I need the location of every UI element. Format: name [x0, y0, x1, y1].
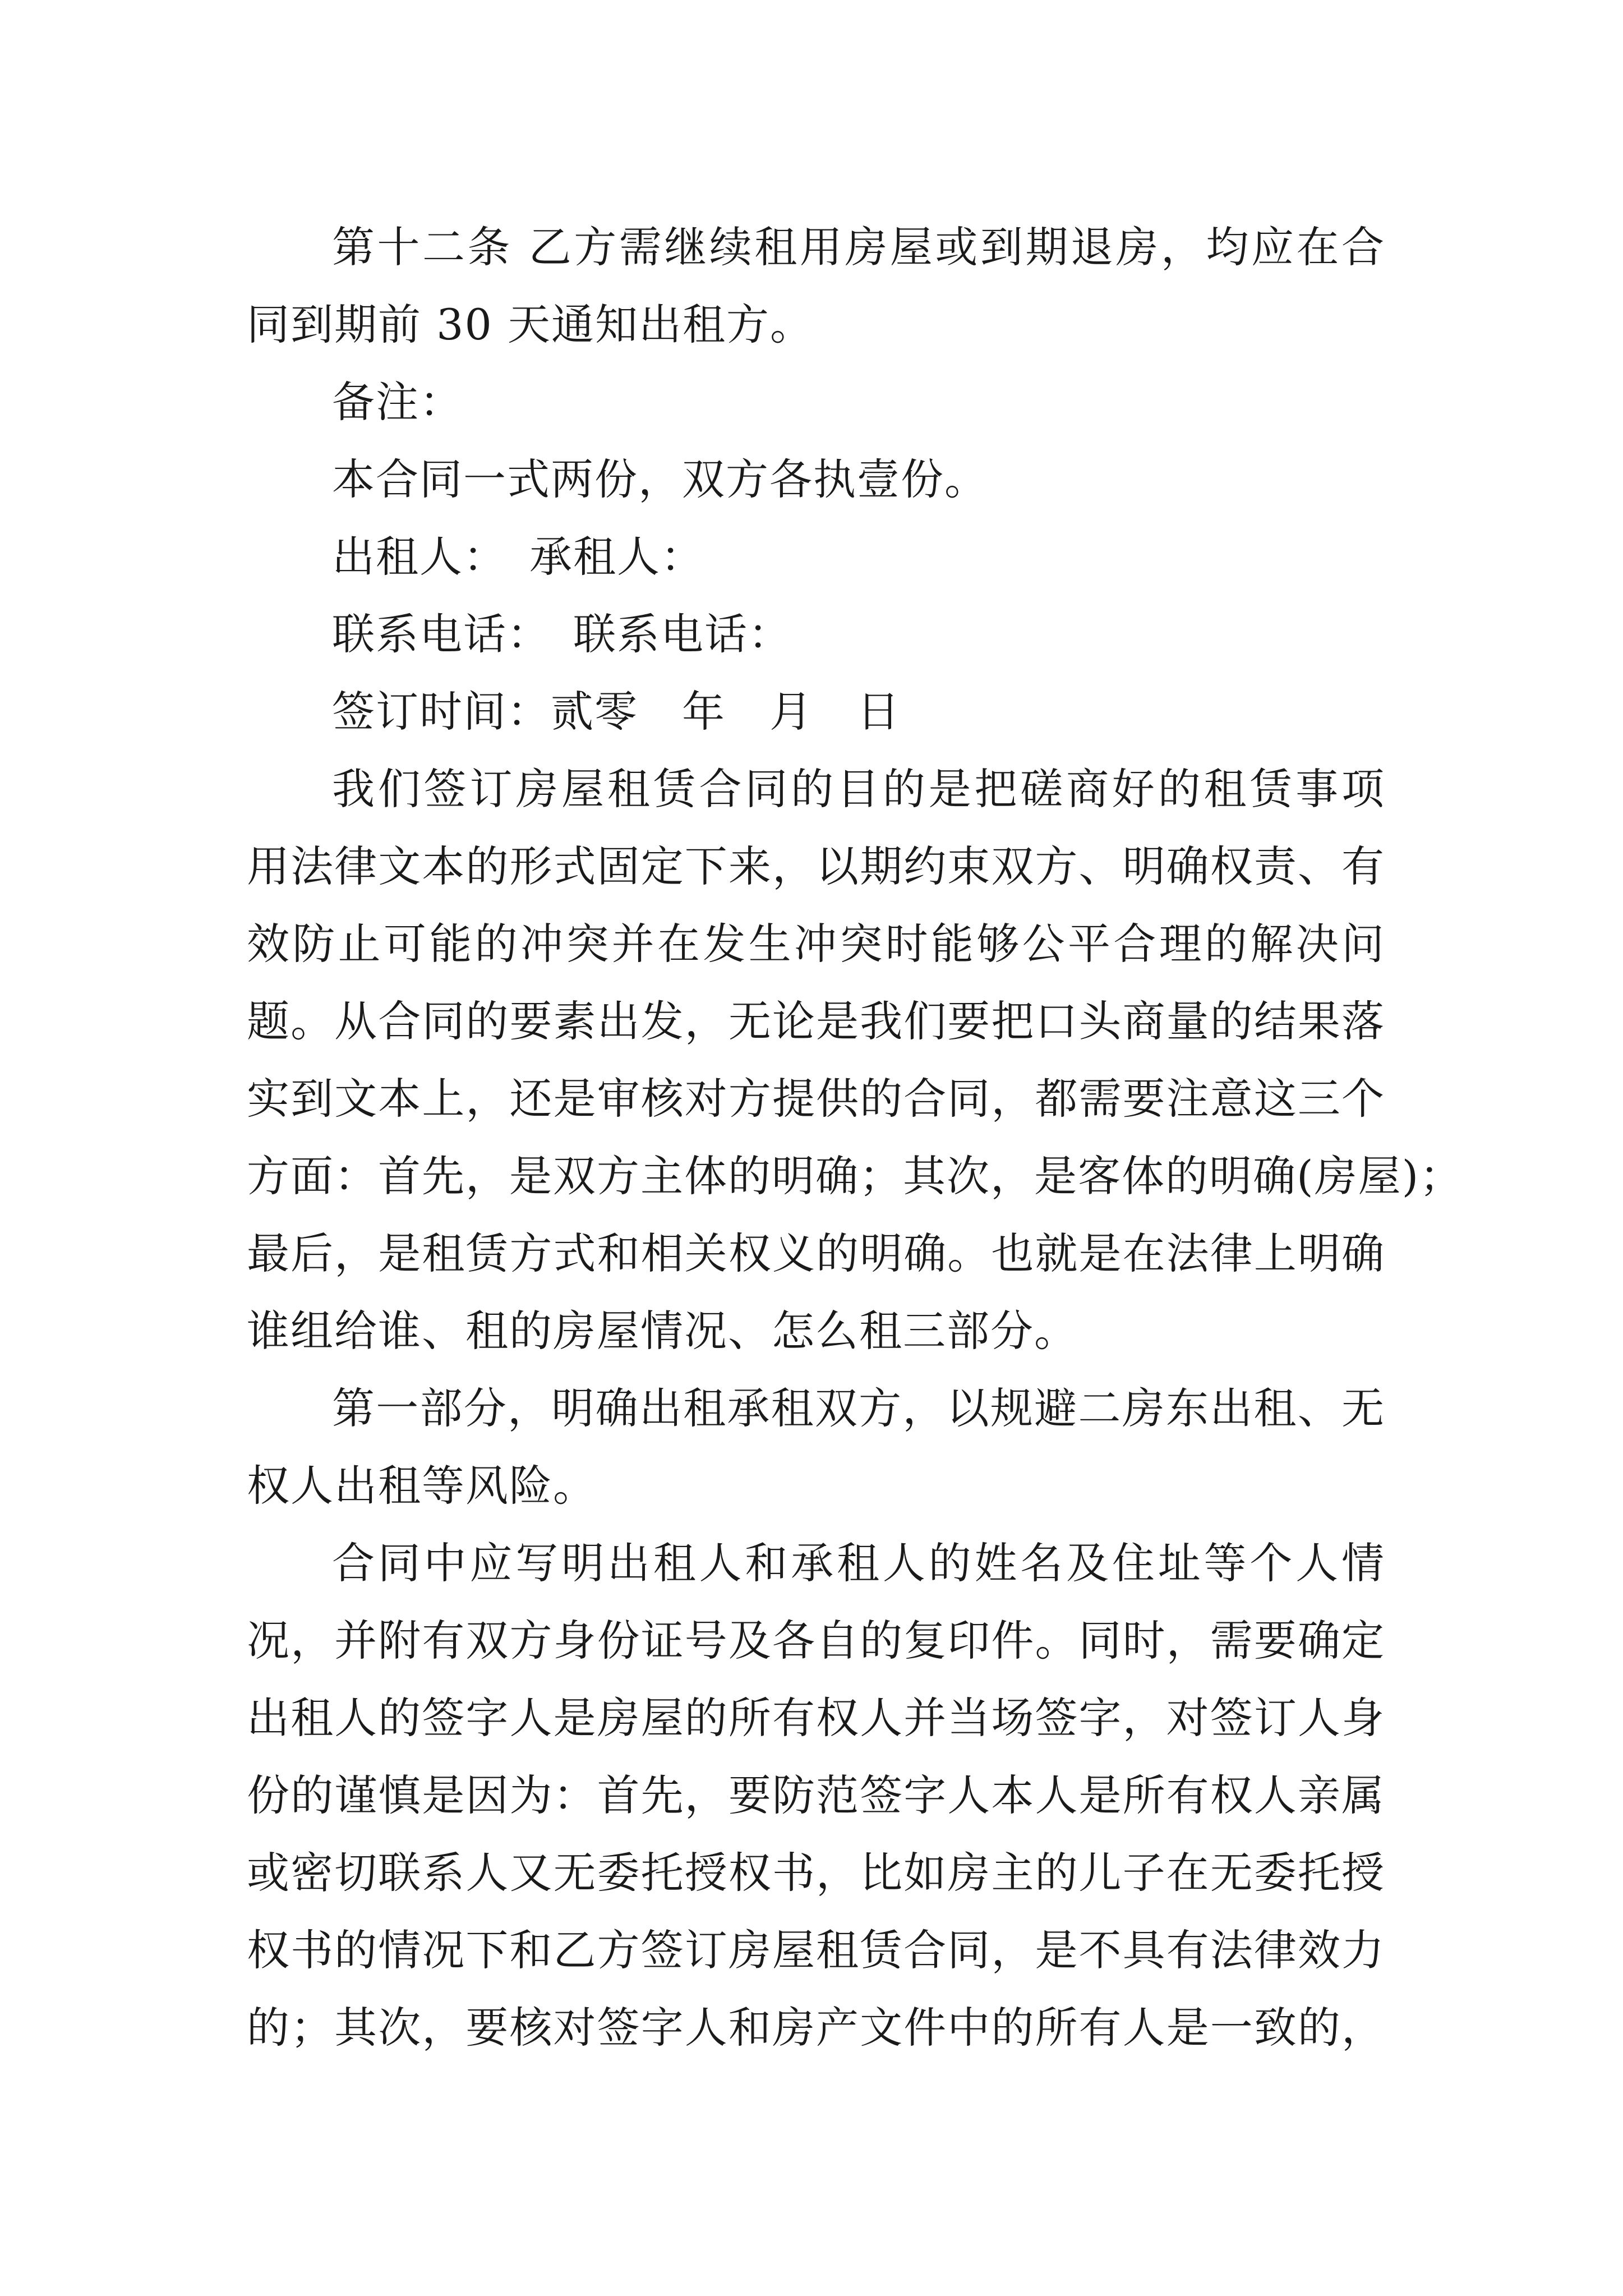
text-line: 本合同一式两份，双方各执壹份。 — [332, 454, 988, 504]
text-line: 的；其次，要核对签字人和房产文件中的所有人是一致的， — [247, 2003, 1385, 2053]
text-line: 谁组给谁、租的房屋情况、怎么租三部分。 — [247, 1306, 1078, 1356]
text-line: 备注： — [332, 377, 463, 427]
text-line: 题。从合同的要素出发，无论是我们要把口头商量的结果落 — [247, 996, 1385, 1046]
text-line: 最后，是租赁方式和相关权义的明确。也就是在法律上明确 — [247, 1228, 1385, 1278]
text-line: 方面：首先，是双方主体的明确；其次，是客体的明确(房屋)； — [247, 1151, 1464, 1201]
text-line: 第十二条 乙方需继续租用房屋或到期退房，均应在合 — [332, 222, 1385, 272]
document-body — [247, 209, 1464, 2067]
text-line: 用法律文本的形式固定下来，以期约束双方、明确权责、有 — [247, 841, 1385, 891]
text-line: 我们签订房屋租赁合同的目的是把磋商好的租赁事项 — [332, 764, 1385, 814]
text-line: 同到期前 30 天通知出租方。 — [247, 300, 814, 349]
text-line: 出租人的签字人是房屋的所有权人并当场签字，对签订人身 — [247, 1693, 1385, 1743]
text-line: 或密切联系人又无委托授权书，比如房主的儿子在无委托授 — [247, 1848, 1385, 1898]
text-line: 实到文本上，还是审核对方提供的合同，都需要注意这三个 — [247, 1074, 1385, 1124]
text-line: 联系电话： 联系电话： — [332, 609, 792, 659]
text-line: 效防止可能的冲突并在发生冲突时能够公平合理的解决问 — [247, 919, 1385, 969]
text-line: 第一部分，明确出租承租双方，以规避二房东出租、无 — [332, 1383, 1385, 1433]
text-line: 权书的情况下和乙方签订房屋租赁合同，是不具有法律效力 — [247, 1925, 1385, 1975]
text-line: 权人出租等风险。 — [247, 1461, 597, 1511]
text-line: 签订时间：贰零 年 月 日 — [332, 687, 901, 737]
text-line: 况，并附有双方身份证号及各自的复印件。同时，需要确定 — [247, 1616, 1385, 1665]
text-line: 出租人： 承租人： — [332, 532, 704, 582]
text-line: 合同中应写明出租人和承租人的姓名及住址等个人情 — [332, 1538, 1385, 1588]
text-line: 份的谨慎是因为：首先，要防范签字人本人是所有权人亲属 — [247, 1770, 1385, 1820]
